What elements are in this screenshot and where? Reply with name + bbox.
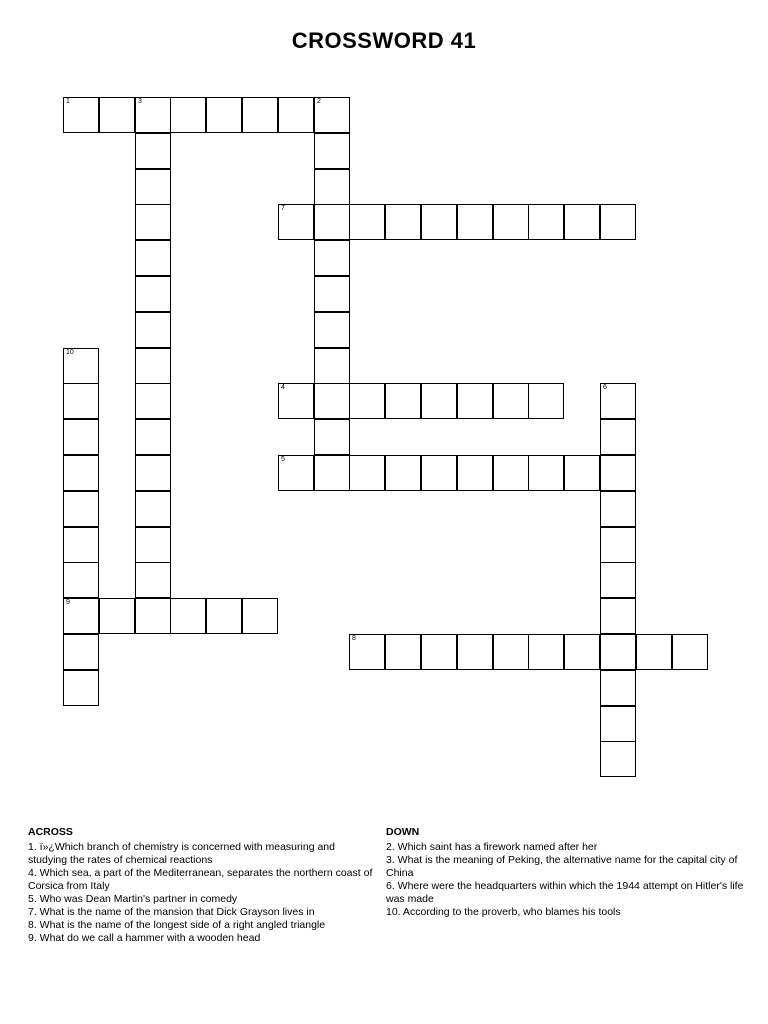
grid-cell[interactable] xyxy=(99,598,135,634)
grid-cell[interactable] xyxy=(314,419,350,455)
grid-cell[interactable] xyxy=(493,383,529,419)
down-clue: 6. Where were the headquarters within which the 1944 attempt on Hitler's life was made xyxy=(386,880,744,905)
grid-cell[interactable] xyxy=(135,133,171,169)
across-clues xyxy=(28,826,373,945)
grid-cell[interactable] xyxy=(135,455,171,491)
grid-cell[interactable] xyxy=(314,312,350,348)
grid-cell[interactable] xyxy=(421,204,457,240)
grid-cell[interactable] xyxy=(600,634,636,670)
grid-cell[interactable] xyxy=(135,491,171,527)
grid-cell[interactable] xyxy=(314,383,350,419)
grid-cell[interactable] xyxy=(457,455,493,491)
grid-cell[interactable] xyxy=(63,419,99,455)
grid-cell[interactable] xyxy=(314,348,350,384)
grid-cell[interactable] xyxy=(63,455,99,491)
grid-cell[interactable] xyxy=(600,741,636,777)
grid-cell[interactable] xyxy=(564,455,600,491)
clue-number: 6 xyxy=(603,384,607,391)
grid-cell[interactable] xyxy=(63,634,99,670)
grid-cell[interactable] xyxy=(493,455,529,491)
grid-cell[interactable] xyxy=(135,527,171,563)
grid-cell[interactable] xyxy=(135,383,171,419)
clue-number: 2 xyxy=(317,98,321,105)
grid-cell[interactable] xyxy=(600,383,636,419)
grid-cell[interactable] xyxy=(135,598,171,634)
grid-cell[interactable] xyxy=(600,598,636,634)
grid-cell[interactable] xyxy=(600,419,636,455)
clue-number: 4 xyxy=(281,384,285,391)
clue-number: 7 xyxy=(281,205,285,212)
across-heading: ACROSS xyxy=(28,826,73,838)
grid-cell[interactable] xyxy=(63,491,99,527)
grid-cell[interactable] xyxy=(135,562,171,598)
grid-cell[interactable] xyxy=(242,97,278,133)
grid-cell[interactable] xyxy=(564,634,600,670)
across-clue: 1. ï»¿Which branch of chemistry is concerned with measuring and studying the rates of chemical reactions xyxy=(28,841,335,866)
clue-number: 3 xyxy=(138,98,142,105)
grid-cell[interactable] xyxy=(600,204,636,240)
grid-cell[interactable] xyxy=(457,204,493,240)
grid-cell[interactable] xyxy=(600,527,636,563)
down-clue: 2. Which saint has a firework named after her xyxy=(386,841,598,853)
across-clue-list xyxy=(28,841,373,945)
grid-cell[interactable] xyxy=(421,455,457,491)
clue-number: 8 xyxy=(352,635,356,642)
grid-cell[interactable] xyxy=(600,455,636,491)
across-clue: 5. Who was Dean Martin's partner in comedy xyxy=(28,893,238,905)
grid-cell[interactable] xyxy=(421,634,457,670)
grid-cell[interactable] xyxy=(457,383,493,419)
grid-cell[interactable] xyxy=(314,133,350,169)
grid-cell[interactable] xyxy=(278,383,314,419)
grid-cell[interactable] xyxy=(528,455,564,491)
across-clue: 8. What is the name of the longest side of a right angled triangle xyxy=(28,919,326,931)
grid-cell[interactable] xyxy=(528,204,564,240)
across-clue: 4. Which sea, a part of the Mediterranean, separates the northern coast of Corsica from Italy xyxy=(28,867,373,892)
down-clue-list xyxy=(386,841,746,919)
grid-cell[interactable] xyxy=(672,634,708,670)
grid-cell[interactable] xyxy=(63,97,99,133)
grid-cell[interactable] xyxy=(349,383,385,419)
across-clue: 9. What do we call a hammer with a wooden head xyxy=(28,932,261,944)
grid-cell[interactable] xyxy=(135,240,171,276)
grid-cell[interactable] xyxy=(135,419,171,455)
grid-cell[interactable] xyxy=(600,562,636,598)
grid-cell[interactable] xyxy=(278,97,314,133)
grid-cell[interactable] xyxy=(600,670,636,706)
grid-cell[interactable] xyxy=(135,97,171,133)
grid-cell[interactable] xyxy=(135,276,171,312)
grid-cell[interactable] xyxy=(278,204,314,240)
grid-cell[interactable] xyxy=(63,670,99,706)
grid-cell[interactable] xyxy=(314,240,350,276)
clue-number: 9 xyxy=(66,599,70,606)
grid-cell[interactable] xyxy=(385,455,421,491)
grid-cell[interactable] xyxy=(63,527,99,563)
grid-cell[interactable] xyxy=(314,204,350,240)
grid-cell[interactable] xyxy=(349,634,385,670)
grid-cell[interactable] xyxy=(63,562,99,598)
grid-cell[interactable] xyxy=(493,634,529,670)
grid-cell[interactable] xyxy=(528,634,564,670)
page-title: CROSSWORD 41 xyxy=(291,28,477,53)
clue-number: 1 xyxy=(66,98,70,105)
grid-cell[interactable] xyxy=(385,204,421,240)
grid-cell[interactable] xyxy=(135,348,171,384)
grid-cell[interactable] xyxy=(206,598,242,634)
grid-cell[interactable] xyxy=(278,455,314,491)
grid-cell[interactable] xyxy=(493,204,529,240)
grid-cell[interactable] xyxy=(314,276,350,312)
grid-cell[interactable] xyxy=(170,598,206,634)
grid-cell[interactable] xyxy=(170,97,206,133)
grid-cell[interactable] xyxy=(349,204,385,240)
grid-cell[interactable] xyxy=(564,204,600,240)
grid-cell[interactable] xyxy=(135,204,171,240)
grid-cell[interactable] xyxy=(99,97,135,133)
grid-cell[interactable] xyxy=(135,169,171,205)
grid-cell[interactable] xyxy=(385,383,421,419)
grid-cell[interactable] xyxy=(206,97,242,133)
grid-cell[interactable] xyxy=(600,491,636,527)
grid-cell[interactable] xyxy=(314,169,350,205)
down-clue: 10. According to the proverb, who blames his tools xyxy=(386,906,621,918)
clue-number: 5 xyxy=(281,456,285,463)
across-clue: 7. What is the name of the mansion that Dick Grayson lives in xyxy=(28,906,315,918)
grid-cell[interactable] xyxy=(314,455,350,491)
grid-cell[interactable] xyxy=(421,383,457,419)
grid-cell[interactable] xyxy=(457,634,493,670)
grid-cell[interactable] xyxy=(636,634,672,670)
clue-number: 10 xyxy=(66,349,74,356)
down-clue: 3. What is the meaning of Peking, the alternative name for the capital city of China xyxy=(386,854,738,879)
down-clues xyxy=(386,826,746,919)
grid-cell[interactable] xyxy=(63,348,99,384)
grid-cell[interactable] xyxy=(314,97,350,133)
grid-cell[interactable] xyxy=(242,598,278,634)
grid-cell[interactable] xyxy=(600,706,636,742)
down-heading: DOWN xyxy=(386,826,420,838)
grid-cell[interactable] xyxy=(349,455,385,491)
grid-cell[interactable] xyxy=(135,312,171,348)
grid-cell[interactable] xyxy=(385,634,421,670)
grid-cell[interactable] xyxy=(63,383,99,419)
grid-cell[interactable] xyxy=(528,383,564,419)
grid-cell[interactable] xyxy=(63,598,99,634)
